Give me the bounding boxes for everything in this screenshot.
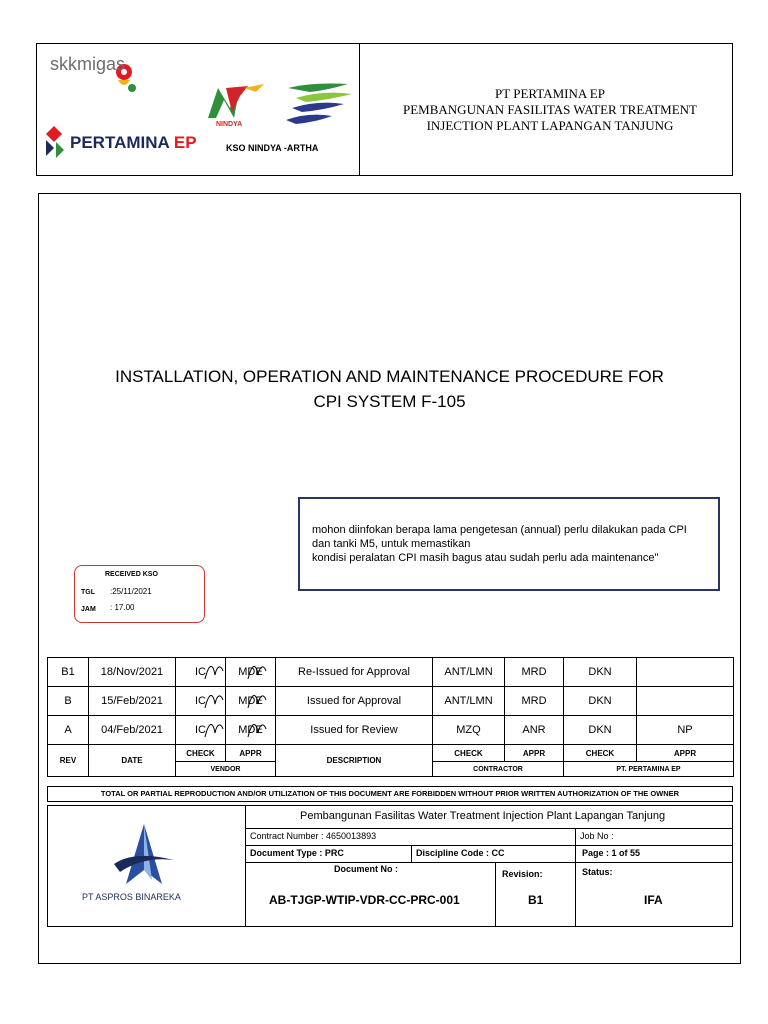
header-description: DESCRIPTION — [276, 745, 433, 777]
owner-check-cell: DKN — [564, 716, 637, 745]
header-vendor-check: CHECK — [176, 745, 226, 762]
header-vendor: VENDOR — [176, 762, 276, 777]
owner-appr-cell — [637, 687, 734, 716]
document-title-line1: INSTALLATION, OPERATION AND MAINTENANCE PROCEDURE FOR — [115, 367, 664, 386]
page-number: Page : 1 of 55 — [582, 848, 641, 858]
contractor-check-cell: ANT/LMN — [433, 687, 505, 716]
signature-mark-icon — [246, 719, 268, 741]
stamp-tgl-label: TGL — [81, 589, 95, 596]
header-vendor-appr: APPR — [226, 745, 276, 762]
owner-appr-cell — [637, 658, 734, 687]
vendor-appr-cell — [226, 658, 276, 687]
header-owner-check: CHECK — [564, 745, 637, 762]
comment-box — [298, 497, 720, 591]
document-no-label: Document No : — [334, 864, 398, 874]
reproduction-notice: TOTAL OR PARTIAL REPRODUCTION AND/OR UTILIZATION OF THIS DOCUMENT ARE FORBIDDEN WITHOUT PRIOR WRITTEN AUTHORIZATION OF THE OWNER — [47, 786, 733, 802]
vendor-appr-cell — [226, 716, 276, 745]
header-owner-appr: APPR — [637, 745, 734, 762]
signed-initials: IC — [195, 695, 206, 707]
header-contractor: CONTRACTOR — [433, 762, 564, 777]
header-owner: PT. PERTAMINA EP — [564, 762, 734, 777]
vendor-check-cell — [176, 687, 226, 716]
document-title-line2: CPI SYSTEM F-105 — [313, 392, 466, 411]
signed-initials: IC — [195, 724, 206, 736]
project-name-line1: PEMBANGUNAN FASILITAS WATER TREATMENT — [403, 102, 697, 117]
company-name: PT PERTAMINA EP — [495, 86, 605, 101]
contract-number: Contract Number : 4650013893 — [250, 831, 377, 841]
header-title-block — [370, 86, 730, 134]
pertamina-logo-text: PERTAMINA EP — [70, 133, 197, 152]
stamp-tgl-value: :25/11/2021 — [110, 587, 152, 596]
owner-appr-cell: NP — [637, 716, 734, 745]
revision-row — [48, 716, 734, 745]
signed-initials: IC — [195, 666, 206, 678]
signature-mark-icon — [203, 661, 225, 683]
revision-row — [48, 687, 734, 716]
skkmigas-logo-text: skkmigas — [50, 54, 126, 74]
document-number: AB-TJGP-WTIP-VDR-CC-PRC-001 — [269, 893, 460, 907]
stamp-jam-label: JAM — [81, 606, 96, 613]
signed-initials: MDE — [238, 666, 262, 678]
vendor-check-cell — [176, 658, 226, 687]
description-cell: Issued for Review — [276, 716, 433, 745]
artha-logo-icon — [282, 80, 354, 124]
job-no: Job No : — [580, 831, 614, 841]
project-name: Pembangunan Fasilitas Water Treatment Injection Plant Lapangan Tanjung — [300, 810, 666, 822]
signature-mark-icon — [246, 661, 268, 683]
rev-cell: A — [48, 716, 89, 745]
signature-mark-icon — [203, 719, 225, 741]
status-label: Status: — [582, 867, 613, 877]
signed-initials: MDE — [238, 695, 262, 707]
document-type: Document Type : PRC — [250, 848, 344, 858]
header-divider — [359, 44, 360, 175]
kso-label: KSO NINDYA -ARTHA — [226, 143, 319, 153]
status-value: IFA — [644, 893, 663, 907]
header-date: DATE — [89, 745, 176, 777]
date-cell: 15/Feb/2021 — [89, 687, 176, 716]
vendor-check-cell — [176, 716, 226, 745]
discipline-code: Discipline Code : CC — [416, 848, 505, 858]
contractor-check-cell: MZQ — [433, 716, 505, 745]
stamp-title: RECEIVED KSO — [105, 571, 158, 578]
revision-label: Revision: — [502, 869, 543, 879]
received-stamp — [74, 565, 205, 623]
description-cell: Re-Issued for Approval — [276, 658, 433, 687]
comment-line2: dan tanki M5, untuk memastikan — [312, 538, 471, 550]
header-contractor-appr: APPR — [505, 745, 564, 762]
vendor-appr-cell — [226, 687, 276, 716]
owner-check-cell: DKN — [564, 658, 637, 687]
signature-mark-icon — [246, 690, 268, 712]
project-name-line2: INJECTION PLANT LAPANGAN TANJUNG — [426, 118, 674, 133]
owner-check-cell: DKN — [564, 687, 637, 716]
signature-mark-icon — [203, 690, 225, 712]
revision-value: B1 — [528, 893, 544, 907]
date-cell: 04/Feb/2021 — [89, 716, 176, 745]
signed-initials: MDE — [238, 724, 262, 736]
document-title — [38, 364, 741, 414]
revision-row — [48, 658, 734, 687]
nindya-logo-text: NINDYA — [216, 121, 243, 128]
description-cell: Issued for Approval — [276, 687, 433, 716]
nindya-logo-icon — [204, 82, 270, 122]
revision-table — [47, 657, 734, 777]
pertamina-logo-icon — [44, 124, 68, 160]
contractor-appr-cell: MRD — [505, 658, 564, 687]
rev-cell: B — [48, 687, 89, 716]
contractor-appr-cell: MRD — [505, 687, 564, 716]
aspros-logo-text: PT ASPROS BINAREKA — [82, 892, 181, 902]
contractor-appr-cell: ANR — [505, 716, 564, 745]
contractor-check-cell: ANT/LMN — [433, 658, 505, 687]
rev-cell: B1 — [48, 658, 89, 687]
comment-line1: mohon diinfokan berapa lama pengetesan (annual) perlu dilakukan pada CPI — [312, 524, 687, 536]
comment-line3: kondisi peralatan CPI masih bagus atau sudah perlu ada maintenance" — [312, 552, 659, 564]
date-cell: 18/Nov/2021 — [89, 658, 176, 687]
header-rev: REV — [48, 745, 89, 777]
header-contractor-check: CHECK — [433, 745, 505, 762]
aspros-logo-icon — [104, 820, 184, 890]
stamp-jam-value: : 17.00 — [110, 603, 135, 612]
